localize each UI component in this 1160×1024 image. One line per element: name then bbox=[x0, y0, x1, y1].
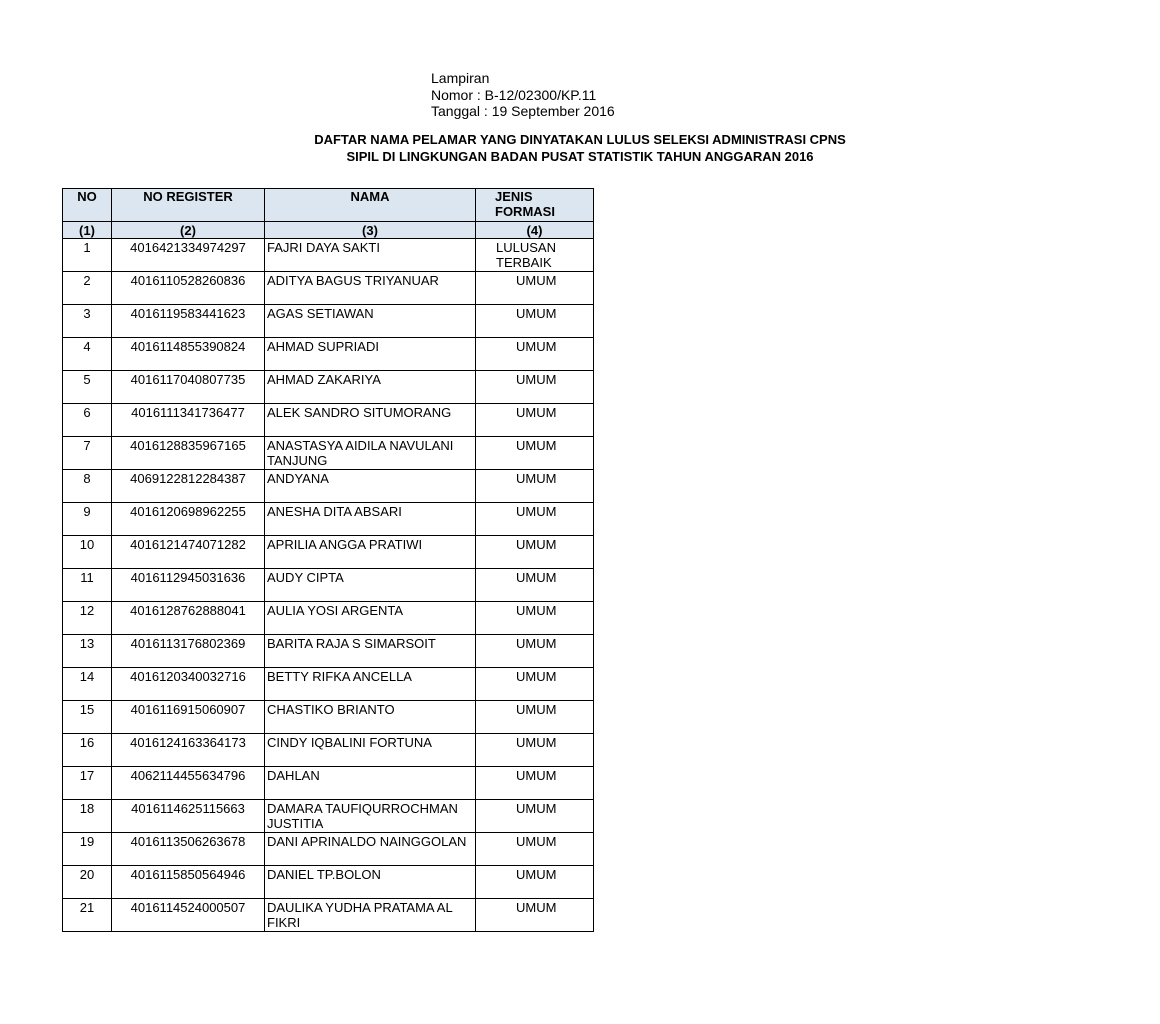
row-formation-type: UMUM bbox=[476, 437, 594, 470]
table-row bbox=[63, 767, 594, 800]
row-formation-type: UMUM bbox=[476, 338, 594, 371]
table-row bbox=[63, 899, 594, 932]
row-register-number: 4016112945031636 bbox=[112, 569, 265, 602]
row-formation-type: UMUM bbox=[476, 767, 594, 800]
row-register-number: 4016421334974297 bbox=[112, 239, 265, 272]
row-formation-type: UMUM bbox=[476, 404, 594, 437]
table-row bbox=[63, 701, 594, 734]
table-body bbox=[63, 239, 594, 932]
row-formation-type: UMUM bbox=[476, 635, 594, 668]
table-row bbox=[63, 338, 594, 371]
row-applicant-name: AULIA YOSI ARGENTA bbox=[265, 602, 476, 635]
attachment-number: Nomor : B-12/02300/KP.11 bbox=[431, 86, 597, 103]
row-register-number: 4069122812284387 bbox=[112, 470, 265, 503]
row-number: 14 bbox=[63, 668, 112, 701]
row-number: 3 bbox=[63, 305, 112, 338]
row-register-number: 4016128835967165 bbox=[112, 437, 265, 470]
row-number: 16 bbox=[63, 734, 112, 767]
attachment-label: Lampiran bbox=[431, 70, 490, 86]
row-number: 20 bbox=[63, 866, 112, 899]
row-number: 8 bbox=[63, 470, 112, 503]
table-row bbox=[63, 503, 594, 536]
table-row bbox=[63, 635, 594, 668]
row-formation-type: UMUM bbox=[476, 536, 594, 569]
row-applicant-name: CHASTIKO BRIANTO bbox=[265, 701, 476, 734]
row-register-number: 4016113506263678 bbox=[112, 833, 265, 866]
table-row bbox=[63, 239, 594, 272]
table-row bbox=[63, 734, 594, 767]
row-register-number: 4016114524000507 bbox=[112, 899, 265, 932]
row-register-number: 4016110528260836 bbox=[112, 272, 265, 305]
row-applicant-name: DAULIKA YUDHA PRATAMA AL FIKRI bbox=[265, 899, 476, 932]
row-applicant-name: ANESHA DITA ABSARI bbox=[265, 503, 476, 536]
row-register-number: 4016114855390824 bbox=[112, 338, 265, 371]
table-row bbox=[63, 404, 594, 437]
row-register-number: 4062114455634796 bbox=[112, 767, 265, 800]
row-formation-type: LULUSAN TERBAIK bbox=[476, 239, 594, 272]
row-applicant-name: FAJRI DAYA SAKTI bbox=[265, 239, 476, 272]
row-register-number: 4016128762888041 bbox=[112, 602, 265, 635]
row-register-number: 4016124163364173 bbox=[112, 734, 265, 767]
row-formation-type: UMUM bbox=[476, 866, 594, 899]
row-register-number: 4016114625115663 bbox=[112, 800, 265, 833]
row-applicant-name: AHMAD SUPRIADI bbox=[265, 338, 476, 371]
table-column-number-row bbox=[63, 222, 594, 239]
row-number: 19 bbox=[63, 833, 112, 866]
document-title bbox=[0, 132, 1160, 165]
row-applicant-name: ALEK SANDRO SITUMORANG bbox=[265, 404, 476, 437]
table-row bbox=[63, 569, 594, 602]
row-number: 21 bbox=[63, 899, 112, 932]
row-number: 4 bbox=[63, 338, 112, 371]
column-number-2: (2) bbox=[112, 222, 265, 239]
row-formation-type: UMUM bbox=[476, 305, 594, 338]
row-number: 17 bbox=[63, 767, 112, 800]
row-applicant-name: BARITA RAJA S SIMARSOIT bbox=[265, 635, 476, 668]
column-number-3: (3) bbox=[265, 222, 476, 239]
row-formation-type: UMUM bbox=[476, 371, 594, 404]
table-row bbox=[63, 470, 594, 503]
row-applicant-name: DANIEL TP.BOLON bbox=[265, 866, 476, 899]
row-register-number: 4016120698962255 bbox=[112, 503, 265, 536]
column-header-register: NO REGISTER bbox=[112, 189, 265, 222]
table-row bbox=[63, 833, 594, 866]
row-number: 9 bbox=[63, 503, 112, 536]
column-header-no: NO bbox=[63, 189, 112, 222]
table-row bbox=[63, 305, 594, 338]
row-applicant-name: AHMAD ZAKARIYA bbox=[265, 371, 476, 404]
row-formation-type: UMUM bbox=[476, 899, 594, 932]
column-header-nama: NAMA bbox=[265, 189, 476, 222]
row-number: 11 bbox=[63, 569, 112, 602]
row-formation-type: UMUM bbox=[476, 800, 594, 833]
table-row bbox=[63, 800, 594, 833]
row-number: 5 bbox=[63, 371, 112, 404]
row-applicant-name: AGAS SETIAWAN bbox=[265, 305, 476, 338]
row-register-number: 4016117040807735 bbox=[112, 371, 265, 404]
document-title-line-2: SIPIL DI LINGKUNGAN BADAN PUSAT STATISTIK TAHUN ANGGARAN 2016 bbox=[346, 148, 814, 164]
table-row bbox=[63, 437, 594, 470]
row-applicant-name: DANI APRINALDO NAINGGOLAN bbox=[265, 833, 476, 866]
table-row bbox=[63, 371, 594, 404]
row-number: 2 bbox=[63, 272, 112, 305]
row-formation-type: UMUM bbox=[476, 833, 594, 866]
row-formation-type: UMUM bbox=[476, 701, 594, 734]
table-row bbox=[63, 668, 594, 701]
row-applicant-name: ANDYANA bbox=[265, 470, 476, 503]
row-register-number: 4016113176802369 bbox=[112, 635, 265, 668]
row-register-number: 4016111341736477 bbox=[112, 404, 265, 437]
row-number: 18 bbox=[63, 800, 112, 833]
attachment-header bbox=[431, 70, 615, 120]
applicant-table bbox=[62, 188, 594, 932]
column-number-1: (1) bbox=[63, 222, 112, 239]
attachment-date: Tanggal : 19 September 2016 bbox=[431, 103, 615, 119]
table-row bbox=[63, 272, 594, 305]
row-register-number: 4016115850564946 bbox=[112, 866, 265, 899]
row-register-number: 4016121474071282 bbox=[112, 536, 265, 569]
row-applicant-name: DAHLAN bbox=[265, 767, 476, 800]
row-number: 1 bbox=[63, 239, 112, 272]
row-formation-type: UMUM bbox=[476, 470, 594, 503]
row-register-number: 4016116915060907 bbox=[112, 701, 265, 734]
row-number: 10 bbox=[63, 536, 112, 569]
table-row bbox=[63, 866, 594, 899]
row-applicant-name: AUDY CIPTA bbox=[265, 569, 476, 602]
row-formation-type: UMUM bbox=[476, 503, 594, 536]
row-number: 7 bbox=[63, 437, 112, 470]
table-row bbox=[63, 602, 594, 635]
row-number: 13 bbox=[63, 635, 112, 668]
row-applicant-name: CINDY IQBALINI FORTUNA bbox=[265, 734, 476, 767]
row-number: 6 bbox=[63, 404, 112, 437]
column-number-4: (4) bbox=[476, 222, 594, 239]
document-title-line-1: DAFTAR NAMA PELAMAR YANG DINYATAKAN LULUS SELEKSI ADMINISTRASI CPNS bbox=[314, 132, 846, 147]
row-register-number: 4016120340032716 bbox=[112, 668, 265, 701]
row-register-number: 4016119583441623 bbox=[112, 305, 265, 338]
row-formation-type: UMUM bbox=[476, 569, 594, 602]
row-applicant-name: BETTY RIFKA ANCELLA bbox=[265, 668, 476, 701]
row-formation-type: UMUM bbox=[476, 602, 594, 635]
column-header-jenis-formasi: JENIS FORMASI bbox=[476, 189, 594, 222]
row-formation-type: UMUM bbox=[476, 668, 594, 701]
row-applicant-name: ANASTASYA AIDILA NAVULANI TANJUNG bbox=[265, 437, 476, 470]
row-applicant-name: DAMARA TAUFIQURROCHMAN JUSTITIA bbox=[265, 800, 476, 833]
row-formation-type: UMUM bbox=[476, 272, 594, 305]
row-applicant-name: ADITYA BAGUS TRIYANUAR bbox=[265, 272, 476, 305]
table-row bbox=[63, 536, 594, 569]
row-applicant-name: APRILIA ANGGA PRATIWI bbox=[265, 536, 476, 569]
row-number: 12 bbox=[63, 602, 112, 635]
table-header-row bbox=[63, 189, 594, 222]
row-formation-type: UMUM bbox=[476, 734, 594, 767]
row-number: 15 bbox=[63, 701, 112, 734]
